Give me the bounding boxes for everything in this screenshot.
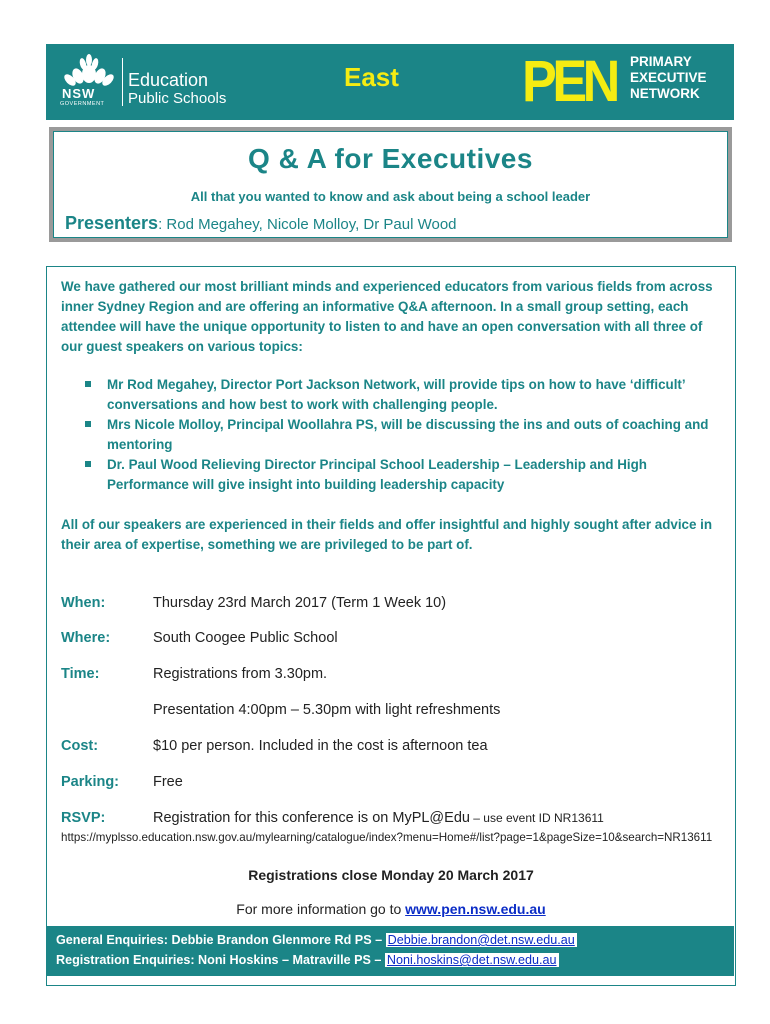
time-label: Time: (61, 666, 100, 682)
general-enquiries-line (56, 933, 577, 947)
title-box (49, 127, 732, 242)
speaker-list (61, 375, 721, 495)
presenters-line (65, 213, 457, 234)
more-info-line (47, 901, 735, 917)
registration-enquiries-email-link[interactable]: Noni.hoskins@det.nsw.edu.au (386, 953, 557, 967)
bullet-square-icon (85, 461, 91, 467)
pen-line-network: NETWORK (630, 86, 700, 101)
bullet-square-icon (85, 381, 91, 387)
page-subtitle: All that you wanted to know and ask about being a school leader (190, 189, 591, 204)
intro-paragraph: We have gathered our most brilliant minds and experienced educators from various fields from across inner Sydney Region and are offering an informative Q&A afternoon. In a small group setting, each attendee will have the unique opportunity to listen to and have an open conversation with all three of our guest speakers on various topics: (61, 279, 713, 354)
list-item (61, 375, 721, 415)
general-enquiries-text: General Enquiries: Debbie Brandon Glenmore Rd PS – (56, 933, 386, 947)
rsvp-label: RSVP: (61, 810, 106, 826)
where-label: Where: (61, 630, 111, 646)
rsvp-value (153, 810, 604, 826)
page-title: Q & A for Executives (248, 143, 533, 174)
registration-close-notice: Registrations close Monday 20 March 2017 (248, 867, 534, 883)
rsvp-text: Registration for this conference is on MyPL@Edu (153, 810, 470, 826)
speaker-text: Mr Rod Megahey, Director Port Jackson Network, will provide tips on how to have ‘difficult’ conversations and how best to work with challenging people. (107, 377, 685, 412)
more-info-text: For more information go to (236, 901, 406, 917)
bullet-square-icon (85, 421, 91, 427)
enquiries-footer (46, 926, 734, 976)
time-value: Registrations from 3.30pm. (153, 666, 328, 682)
where-value: South Coogee Public School (153, 630, 338, 646)
rsvp-url-link[interactable]: https://myplsso.education.nsw.gov.au/mylearning/catalogue/index?menu=Home#/list?page=1&pageSize=10&search=NR13611 (61, 831, 713, 844)
registration-enquiries-line (56, 953, 559, 967)
region-label: East (344, 62, 399, 92)
time-value-presentation: Presentation 4:00pm – 5.30pm with light refreshments (153, 702, 501, 718)
presenters-label: Presenters (65, 213, 159, 233)
event-details-box (46, 266, 736, 986)
list-item (61, 455, 721, 495)
pen-line-executive: EXECUTIVE (630, 70, 707, 85)
when-label: When: (61, 595, 106, 611)
rsvp-event-id-note: – use event ID NR13611 (469, 811, 604, 825)
presenters-names: : Rod Megahey, Nicole Molloy, Dr Paul Wood (158, 216, 457, 233)
header-banner (46, 44, 734, 120)
general-enquiries-email-link[interactable]: Debbie.brandon@det.nsw.edu.au (387, 933, 575, 947)
government-wordmark: GOVERNMENT (60, 101, 105, 107)
list-item (61, 415, 721, 455)
closing-paragraph: All of our speakers are experienced in their fields and offer insightful and highly sought after advice in their area of expertise, something we are privileged to be part of. (61, 517, 713, 552)
speaker-text: Dr. Paul Wood Relieving Director Principal School Leadership – Leadership and High Performance will give insight into building leadership capacity (107, 457, 647, 492)
pen-logo-mark: PEN (522, 49, 616, 114)
parking-label: Parking: (61, 774, 120, 790)
registration-enquiries-text: Registration Enquiries: Noni Hoskins – Matraville PS – (56, 953, 385, 967)
education-label: Education (128, 70, 209, 90)
speaker-text: Mrs Nicole Molloy, Principal Woollahra PS, will be discussing the ins and outs of coaching and mentoring (107, 417, 709, 452)
parking-value: Free (153, 774, 183, 790)
pen-logo-text (630, 54, 707, 102)
pen-website-link[interactable]: www.pen.nsw.edu.au (405, 901, 546, 917)
cost-label: Cost: (61, 738, 99, 754)
when-value: Thursday 23rd March 2017 (Term 1 Week 10) (153, 595, 447, 611)
public-schools-label: Public Schools (128, 90, 227, 107)
nsw-wordmark: NSW (62, 86, 96, 101)
pen-line-primary: PRIMARY (630, 54, 692, 69)
cost-value: $10 per person. Included in the cost is afternoon tea (153, 738, 488, 754)
logo-divider (122, 58, 123, 106)
